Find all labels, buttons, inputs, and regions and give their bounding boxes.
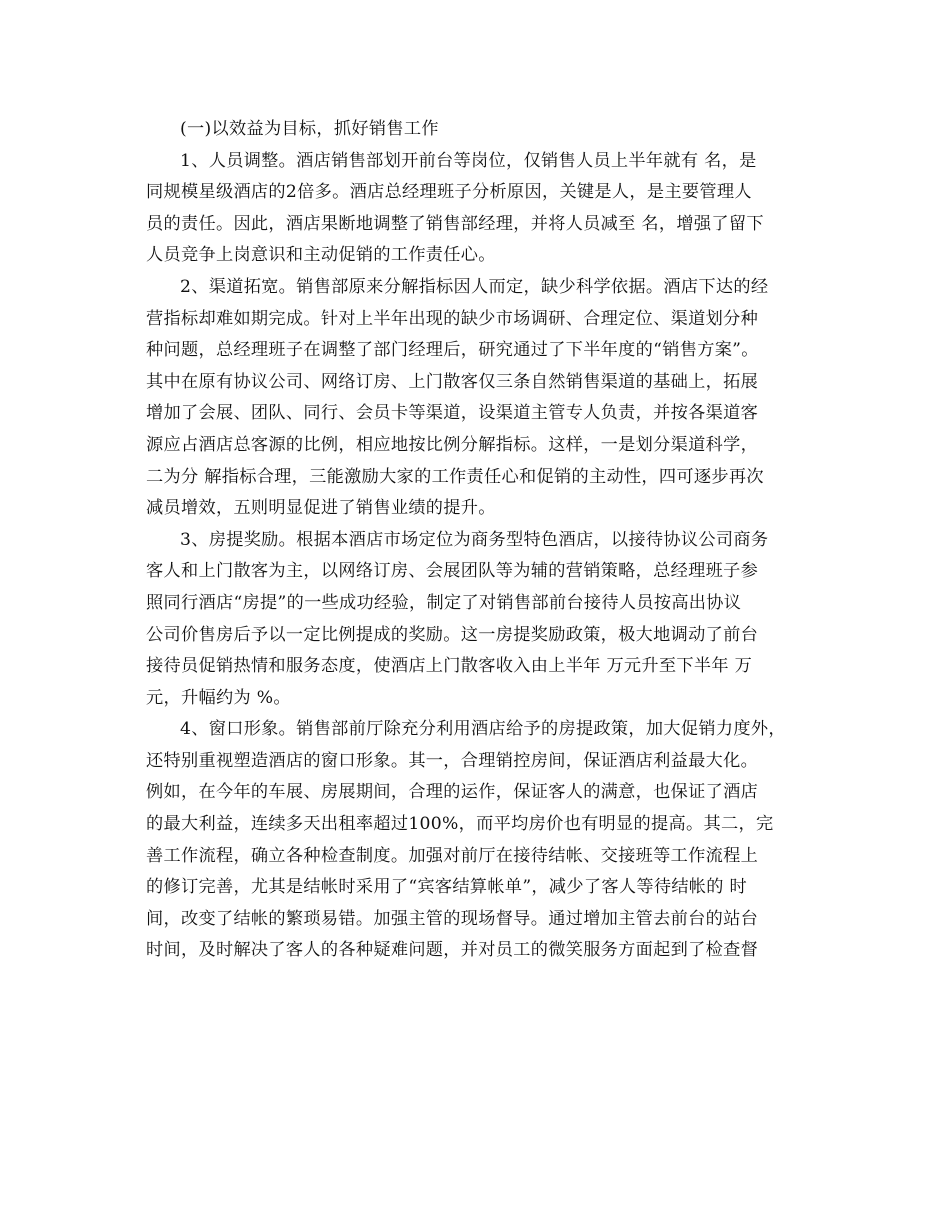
paragraph-line: 营指标却难如期完成。针对上半年出现的缺少市场调研、合理定位、渠道划分种 (146, 308, 759, 329)
paragraph-line: 间，改变了结帐的繁琐易错。加强主管的现场督导。通过增加主管去前台的站台 (146, 908, 759, 929)
paragraph-line: 源应占酒店总客源的比例，相应地按比例分解指标。这样，一是划分渠道科学， (146, 434, 759, 455)
paragraph-line: 例如，在今年的车展、房展期间，合理的运作，保证客人的满意，也保证了酒店 (146, 782, 759, 803)
document-body (146, 114, 826, 967)
paragraph-line: 减员增效，五则明显促进了销售业绩的提升。 (146, 498, 496, 519)
paragraph-line: 接待员促销热情和服务态度，使酒店上门散客收入由上半年 万元升至下半年 万 (146, 656, 753, 677)
paragraph-line: 1、人员调整。酒店销售部划开前台等岗位，仅销售人员上半年就有 名，是 (180, 150, 757, 171)
paragraph-line: 同规模星级酒店的2倍多。酒店总经理班子分析原因，关键是人，是主要管理人 (146, 182, 752, 203)
paragraph-line: 善工作流程，确立各种检查制度。加强对前厅在接待结帐、交接班等工作流程上 (146, 845, 759, 866)
section-heading: (一)以效益为目标，抓好销售工作 (180, 119, 439, 139)
paragraph-line: 增加了会展、团队、同行、会员卡等渠道，设渠道主管专人负责，并按各渠道客 (146, 403, 759, 424)
paragraph-line: 其中在原有协议公司、网络订房、上门散客仅三条自然销售渠道的基础上，拓展 (146, 371, 759, 392)
paragraph-line: 客人和上门散客为主，以网络订房、会展团队等为辅的营销策略，总经理班子参 (146, 561, 759, 582)
paragraph-line: 公司价售房后予以一定比例提成的奖励。这一房提奖励政策，极大地调动了前台 (146, 624, 759, 645)
paragraph-line: 时间，及时解决了客人的各种疑难问题，并对员工的微笑服务方面起到了检查督 (146, 940, 759, 961)
paragraph-line: 种问题，总经理班子在调整了部门经理后，研究通过了下半年度的“销售方案”。 (146, 340, 759, 361)
paragraph-line: 元，升幅约为 %。 (146, 687, 291, 708)
paragraph-line: 二为分 解指标合理，三能激励大家的工作责任心和促销的主动性，四可逐步再次 (146, 466, 764, 487)
paragraph-line: 员的责任。因此，酒店果断地调整了销售部经理，并将人员减至 名，增强了留下 (146, 213, 764, 234)
paragraph-line: 照同行酒店“房提”的一些成功经验，制定了对销售部前台接待人员按高出协议 (146, 592, 742, 613)
paragraph-line: 4、窗口形象。销售部前厅除充分利用酒店给予的房提政策，加大促销力度外， (180, 719, 786, 740)
paragraph-line: 3、房提奖励。根据本酒店市场定位为商务型特色酒店，以接待协议公司商务 (180, 529, 769, 550)
paragraph-line: 还特别重视塑造酒店的窗口形象。其一，合理销控房间，保证酒店利益最大化。 (146, 750, 759, 771)
paragraph-line: 的最大利益，连续多天出租率超过100%，而平均房价也有明显的提高。其二，完 (146, 814, 774, 835)
paragraph-line: 2、渠道拓宽。销售部原来分解指标因人而定，缺少科学依据。酒店下达的经 (180, 276, 769, 297)
paragraph-line: 的修订完善，尤其是结帐时采用了“宾客结算帐单”，减少了客人等待结帐的 时 (146, 877, 748, 898)
paragraph-line: 人员竞争上岗意识和主动促销的工作责任心。 (146, 245, 496, 266)
